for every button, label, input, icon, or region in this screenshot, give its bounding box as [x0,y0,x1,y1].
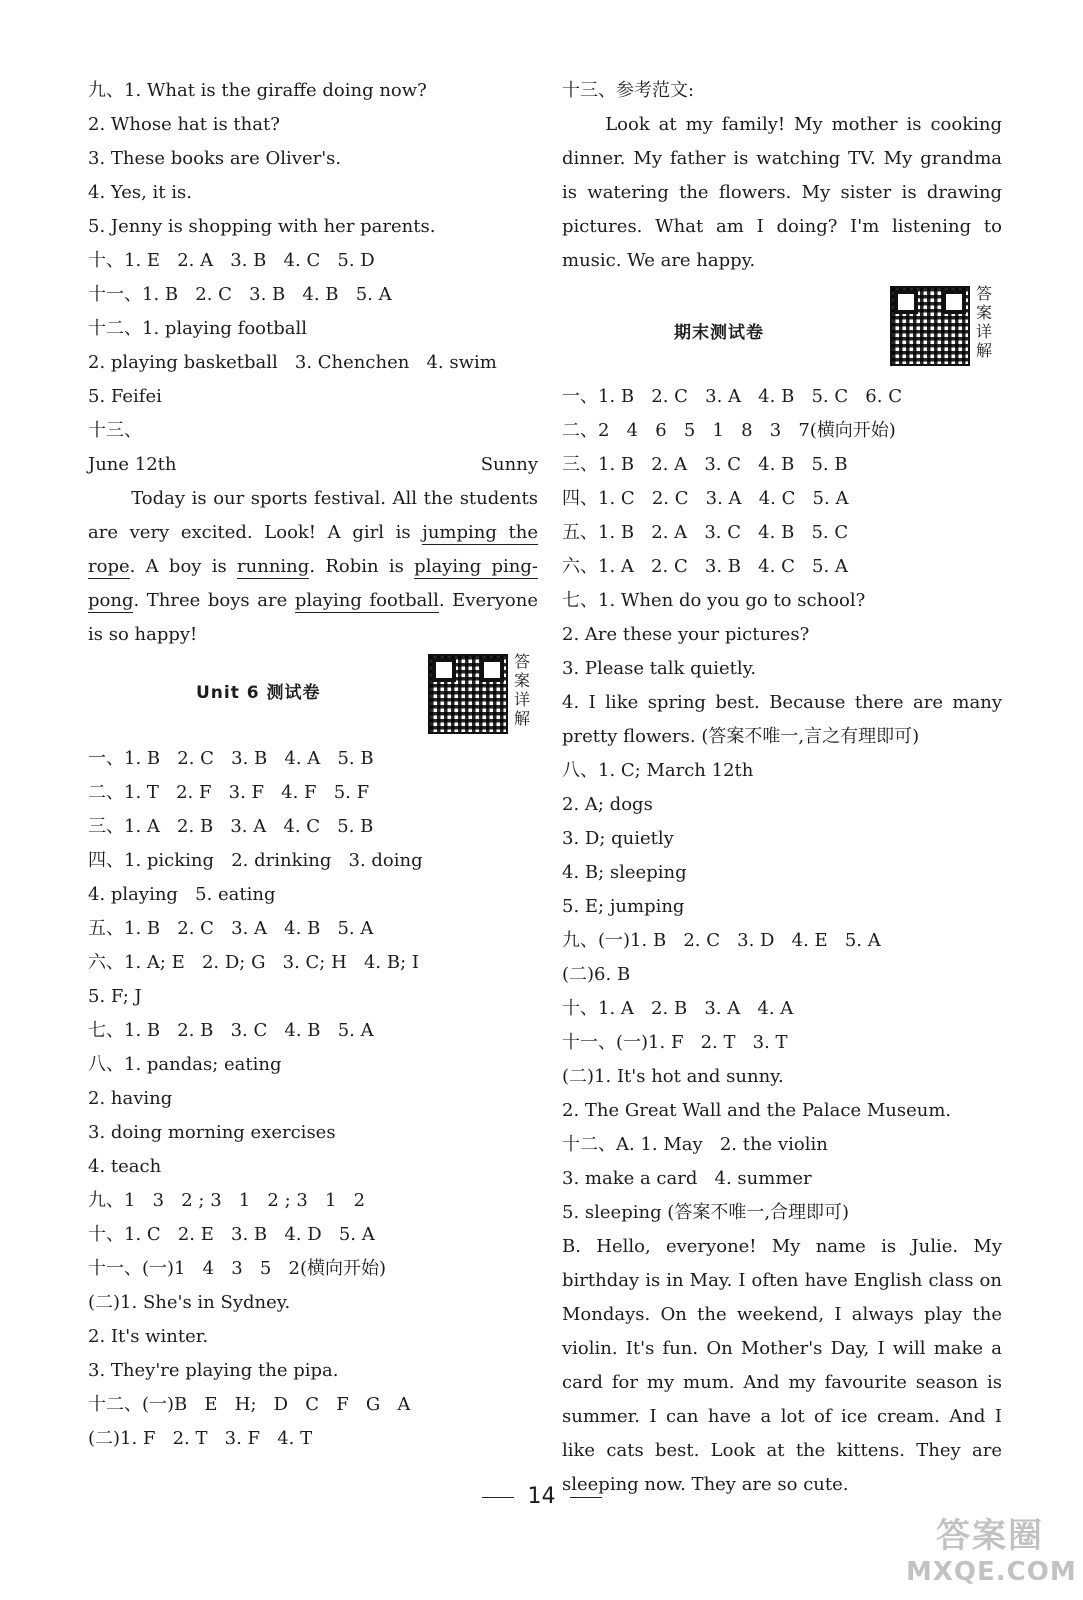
model-essay: Look at my family! My mother is cooking dinner. My father is watching TV. My grandma is watering the flowers. My sister is drawing pictures. What am I doing? I'm listening to music. We are happy. [562,114,1002,271]
section-title: Unit 6 测试卷 [196,683,321,703]
answer-line: 十一、1. B 2. C 3. B 4. B 5. A [88,284,392,305]
answer-line: 2. It's winter. [88,1326,209,1347]
answer-line: 4. teach [88,1156,162,1177]
answer-line: 一、1. B 2. C 3. A 4. B 5. C 6. C [562,386,902,407]
answer-line: 十二、(一)B E H; D C F G A [88,1394,411,1415]
footer-dash [570,1497,602,1498]
answer-line: 四、1. picking 2. drinking 3. doing [88,850,423,871]
answer-line: 3. They're playing the pipa. [88,1360,339,1381]
answer-line: 5. E; jumping [562,896,685,917]
answer-line: 2. playing basketball 3. Chenchen 4. swim [88,352,497,373]
unit6-section-header [88,652,538,742]
underlined-answer: playing ping-pong [88,556,538,611]
answer-line: 一、1. B 2. C 3. B 4. A 5. B [88,748,374,769]
answer-line: (二)1. It's hot and sunny. [562,1066,784,1087]
answer-line: 5. Feifei [88,386,162,407]
answer-line: 十、1. A 2. B 3. A 4. A [562,998,794,1019]
answer-line: 十、1. C 2. E 3. B 4. D 5. A [88,1224,375,1245]
page-number: 14 [527,1484,556,1509]
answer-line: 十二、1. playing football [88,318,308,339]
left-column [88,74,538,1456]
answer-line: 十三、 [88,420,142,441]
answer-line: 八、1. pandas; eating [88,1054,282,1075]
answer-line: 六、1. A; E 2. D; G 3. C; H 4. B; I [88,952,419,973]
diary-text: . Three boys are [133,590,295,611]
answer-line: 二、2 4 6 5 1 8 3 7(横向开始) [562,420,896,441]
watermark-text: 答案圈 [936,1516,1044,1556]
section-title: 期末测试卷 [674,323,764,343]
answer-line: 四、1. C 2. C 3. A 4. C 5. A [562,488,849,509]
answer-line: 九、1 3 2 ; 3 1 2 ; 3 1 2 [88,1190,366,1211]
answer-line: 十三、参考范文: [562,80,695,101]
answer-line: 九、1. What is the giraffe doing now? [88,80,427,101]
footer-dash [482,1497,514,1498]
answer-line: 5. F; J [88,986,142,1007]
underlined-answer: running [237,556,310,577]
answer-line: 4. B; sleeping [562,862,687,883]
qr-code-icon[interactable] [428,654,508,734]
answer-line: 十二、A. 1. May 2. the violin [562,1134,828,1155]
answer-line: 七、1. When do you go to school? [562,590,866,611]
right-column [562,74,1002,1502]
answer-line: 六、1. A 2. C 3. B 4. C 5. A [562,556,848,577]
underlined-answer: playing football [294,590,439,611]
answer-line: 三、1. B 2. A 3. C 4. B 5. B [562,454,848,475]
answer-line: 十、1. E 2. A 3. B 4. C 5. D [88,250,375,271]
answer-line: 十一、(一)1. F 2. T 3. T [562,1032,788,1053]
diary-text: . A boy is [129,556,238,577]
answer-line: 3. make a card 4. summer [562,1168,812,1189]
page-footer [0,1484,1083,1509]
answer-line: 十一、(一)1 4 3 5 2(横向开始) [88,1258,387,1279]
answer-line: 九、(一)1. B 2. C 3. D 4. E 5. A [562,930,881,951]
diary-text: . Robin is [309,556,415,577]
answer-line: 4. Yes, it is. [88,182,192,203]
diary-text: . Everyone is so happy! [88,590,538,645]
diary-header [88,448,538,482]
answer-paragraph: 4. I like spring best. Because there are many pretty flowers. (答案不唯一,言之有理即可) [562,692,1002,747]
answer-line: 二、1. T 2. F 3. F 4. F 5. F [88,782,370,803]
qr-code-icon[interactable] [890,286,970,366]
answer-line: 4. playing 5. eating [88,884,276,905]
answer-line: 5. sleeping (答案不唯一,合理即可) [562,1202,850,1223]
diary-text: Today is our sports festival. All the students are very excited. Look! A girl is [88,488,538,543]
diary-paragraph [88,482,538,652]
qr-label: 答案详解 [975,284,992,360]
answer-line: 3. Please talk quietly. [562,658,757,679]
answer-line: 三、1. A 2. B 3. A 4. C 5. B [88,816,374,837]
answer-line: 2. Whose hat is that? [88,114,280,135]
answer-line: (二)1. She's in Sydney. [88,1292,291,1313]
answer-line: 3. These books are Oliver's. [88,148,342,169]
answer-line: 2. Are these your pictures? [562,624,810,645]
final-exam-section-header [562,284,1002,380]
answer-line: 五、1. B 2. C 3. A 4. B 5. A [88,918,374,939]
diary-weather: Sunny [480,454,538,475]
answer-line: 2. A; dogs [562,794,653,815]
answer-line: (二)6. B [562,964,631,985]
answer-line: 5. Jenny is shopping with her parents. [88,216,436,237]
qr-label: 答案详解 [513,652,530,728]
model-passage: B. Hello, everyone! My name is Julie. My birthday is in May. I often have English class on Mondays. On the weekend, I always play the violin. It's fun. On Mother's Day, I will make a card for my mum. And my favourite season is summer. I can have a lot of ice cream. And I like cats best. Look at the kittens. They are sleeping now. They are so cute. [562,1236,1002,1495]
answer-line: (二)1. F 2. T 3. F 4. T [88,1428,313,1449]
answer-line: 2. The Great Wall and the Palace Museum. [562,1100,952,1121]
answer-line: 3. doing morning exercises [88,1122,336,1143]
answer-line: 3. D; quietly [562,828,674,849]
answer-line: 七、1. B 2. B 3. C 4. B 5. A [88,1020,374,1041]
watermark-url: MXQE.COM [906,1557,1077,1587]
answer-line: 2. having [88,1088,173,1109]
answer-line: 八、1. C; March 12th [562,760,754,781]
underlined-answer: jumping the rope [88,522,538,577]
watermark-logo [906,1516,1077,1594]
answer-line: 五、1. B 2. A 3. C 4. B 5. C [562,522,849,543]
diary-date: June 12th [88,454,177,475]
